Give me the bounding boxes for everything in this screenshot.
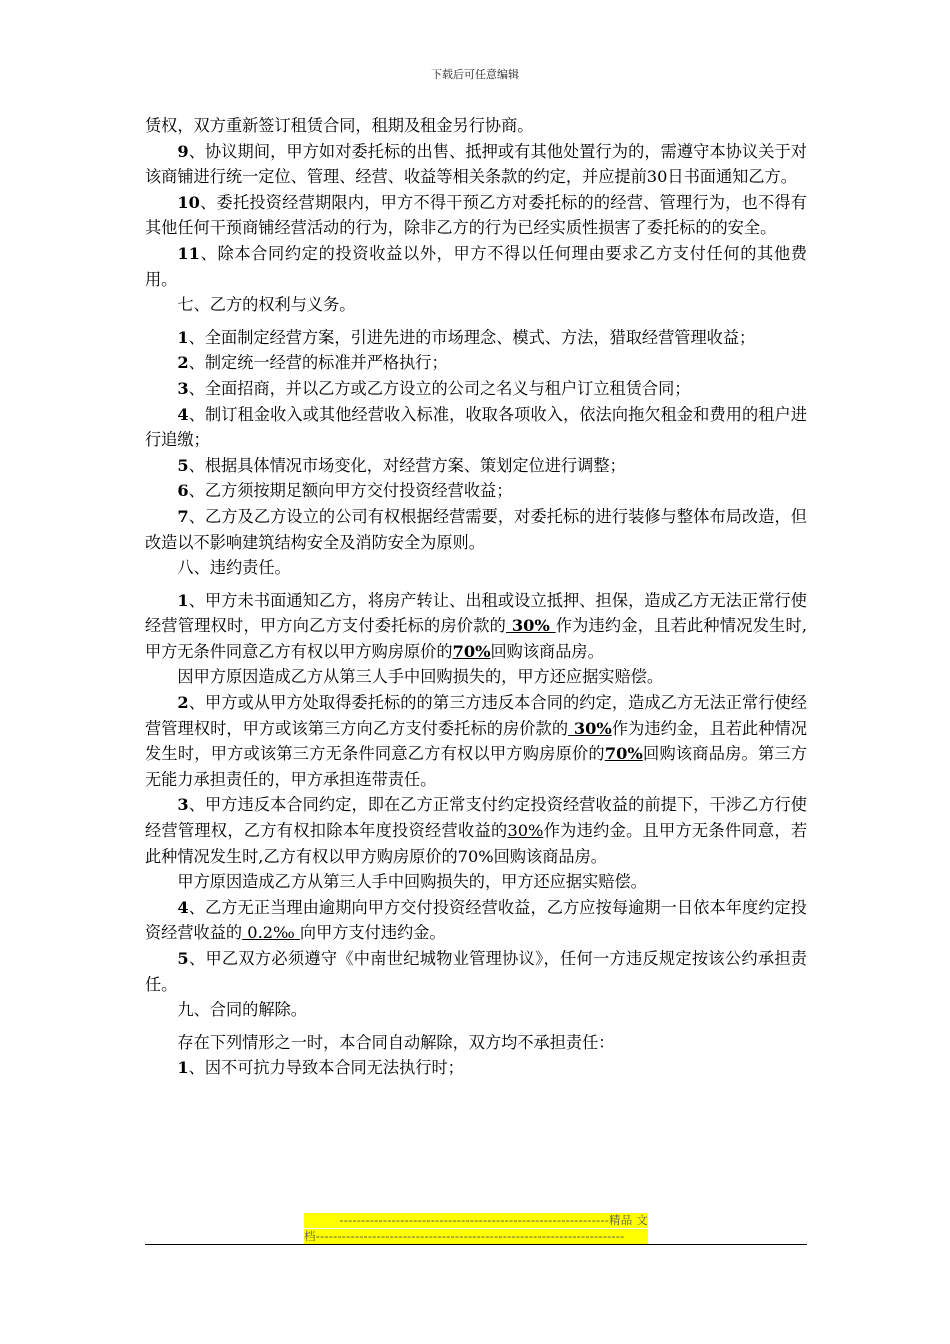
- paragraph-text: 、乙方及乙方设立的公司有权根据经营需要，对委托标的进行装修与整体布局改造，但改造以不影响建筑结构安全及消防安全为原则。: [145, 506, 807, 552]
- paragraph-text: 、制定统一经营的标准并严格执行；: [188, 353, 448, 373]
- paragraph: [145, 478, 807, 504]
- paragraph-text: 、根据具体情况市场变化，对经营方案、策划定位进行调整；: [188, 455, 626, 475]
- footer-highlight-line-1: --------------------------------------------------------------精品 文: [304, 1213, 648, 1228]
- paragraph: [145, 292, 807, 318]
- paragraph-text: 、协议期间，甲方如对委托标的出售、抵押或有其他处置行为的，需遵守本协议关于对该商铺进行统一定位、管理、经营、收益等相关条款的约定，并应提前30日书面通知乙方。: [145, 141, 807, 187]
- emphasis-text: 70%: [604, 744, 643, 764]
- emphasis-text: 4: [177, 404, 189, 424]
- paragraph: [145, 869, 807, 895]
- paragraph-text: 作为违约金，且若此种情况发生时,甲方无条件同意乙方有权以甲方购房原价的: [145, 616, 807, 661]
- paragraph: [145, 1030, 807, 1056]
- paragraph-text: 存在下列情形之一时，本合同自动解除，双方均不承担责任：: [177, 1032, 615, 1052]
- emphasis-text: 3: [177, 795, 189, 815]
- paragraph: [145, 453, 807, 479]
- paragraph-text: 作为违约金，且若此种情况发生时，甲方或该第三方无条件同意乙方有权以甲方购房原价的: [145, 718, 808, 764]
- paragraph-text: 九、合同的解除。: [177, 1000, 307, 1020]
- emphasis-text: 3: [177, 378, 189, 398]
- paragraph-text: 、甲方或从甲方处取得委托标的的第三方违反本合同的约定，造成乙方无法正常行使经营管理权时，甲方或该第三方向乙方支付委托标的房价款的: [145, 693, 807, 738]
- page-header: 下载后可任意编辑: [431, 68, 519, 81]
- paragraph-text: 、制订租金收入或其他经营收入标准，收取各项收入，依法向拖欠租金和费用的租户进行追缴；: [145, 404, 807, 450]
- paragraph-text: 回购该商品房。: [490, 641, 604, 661]
- paragraph-text: 、甲乙双方必须遵守《中南世纪城物业管理协议》，任何一方违反规定按该公约承担责任。: [145, 949, 807, 994]
- emphasis-text: 4: [177, 897, 189, 917]
- paragraph-text: 七、乙方的权利与义务。: [177, 295, 356, 315]
- paragraph-text: 向甲方支付违约金。: [299, 923, 446, 943]
- paragraph-text: 、甲方未书面通知乙方，将房产转让、出租或设立抵押、担保，造成乙方无法正常行使经营管理权时，甲方向乙方支付委托标的房价款的: [145, 590, 807, 636]
- paragraph: [145, 325, 807, 351]
- paragraph-text: 八、违约责任。: [177, 558, 291, 578]
- paragraph: [145, 588, 807, 665]
- paragraph: [145, 895, 807, 946]
- emphasis-text: 30%: [507, 821, 544, 841]
- paragraph: [145, 1055, 807, 1081]
- emphasis-text: 30%: [568, 718, 612, 738]
- emphasis-text: 2: [177, 693, 189, 713]
- paragraph: [145, 555, 807, 581]
- paragraph-text: 、除本合同约定的投资收益以外，甲方不得以任何理由要求乙方支付任何的其他费用。: [145, 243, 807, 289]
- paragraph: [145, 997, 807, 1023]
- paragraph: [145, 350, 807, 376]
- paragraph-text: 作为违约金。且甲方无条件同意，若此种情况发生时,乙方有权以甲方购房原价的70%回购该商品房。: [145, 821, 808, 866]
- footer-highlight-line-2: 档-----------------------------------------------------------------------: [304, 1229, 648, 1244]
- paragraph-text: 回购该商品房。第三方无能力承担责任的，甲方承担连带责任。: [145, 744, 808, 789]
- paragraph-text: 、甲方违反本合同约定，即在乙方正常支付约定投资经营收益的前提下，干涉乙方行使经营管理权，乙方有权扣除本年度投资经营收益的: [145, 795, 807, 841]
- paragraph-text: 、全面制定经营方案，引进先进的市场理念、模式、方法，猎取经营管理收益；: [188, 327, 756, 347]
- footer-rule: [145, 1244, 807, 1245]
- paragraph-text: 甲方原因造成乙方从第三人手中回购损失的，甲方还应据实赔偿。: [177, 872, 647, 892]
- paragraph-text: 、乙方无正当理由逾期向甲方交付投资经营收益，乙方应按每逾期一日依本年度约定投资经营收益的: [145, 897, 807, 943]
- paragraph: [145, 690, 807, 792]
- emphasis-text: 1: [177, 327, 189, 347]
- emphasis-text: 11: [177, 243, 200, 263]
- paragraph: [145, 792, 807, 869]
- paragraph-text: 、因不可抗力导致本合同无法执行时；: [188, 1058, 464, 1078]
- paragraph-text: 赁权，双方重新签订租赁合同，租期及租金另行协商。: [145, 116, 534, 135]
- paragraph: [145, 402, 807, 453]
- paragraph: [145, 113, 807, 139]
- emphasis-text: 1: [177, 1058, 189, 1078]
- emphasis-text: 10: [177, 192, 200, 212]
- emphasis-text: 70%: [452, 641, 491, 661]
- paragraph-text: 因甲方原因造成乙方从第三人手中回购损失的，甲方还应据实赔偿。: [177, 667, 664, 687]
- paragraph: [145, 241, 807, 292]
- paragraph-text: 、乙方须按期足额向甲方交付投资经营收益；: [188, 481, 513, 501]
- paragraph: [145, 504, 807, 555]
- document-body: [145, 113, 807, 1081]
- paragraph-text: 、全面招商，并以乙方或乙方设立的公司之名义与租户订立租赁合同；: [188, 378, 691, 398]
- emphasis-text: 7: [177, 506, 189, 526]
- emphasis-text: 30%: [506, 616, 556, 636]
- paragraph: [145, 139, 807, 190]
- emphasis-text: 2: [177, 353, 189, 373]
- paragraph: [145, 376, 807, 402]
- paragraph-text: 、委托投资经营期限内，甲方不得干预乙方对委托标的的经营、管理行为，也不得有其他任何干预商铺经营活动的行为，除非乙方的行为已经实质性损害了委托标的的安全。: [145, 192, 807, 238]
- emphasis-text: 5: [177, 949, 189, 968]
- emphasis-text: 9: [177, 141, 189, 161]
- emphasis-text: 0.2‰: [242, 923, 300, 943]
- emphasis-text: 5: [177, 455, 189, 475]
- paragraph: [145, 190, 807, 241]
- paragraph: [145, 664, 807, 690]
- emphasis-text: 6: [177, 481, 189, 501]
- emphasis-text: 1: [177, 590, 189, 610]
- paragraph: [145, 946, 807, 997]
